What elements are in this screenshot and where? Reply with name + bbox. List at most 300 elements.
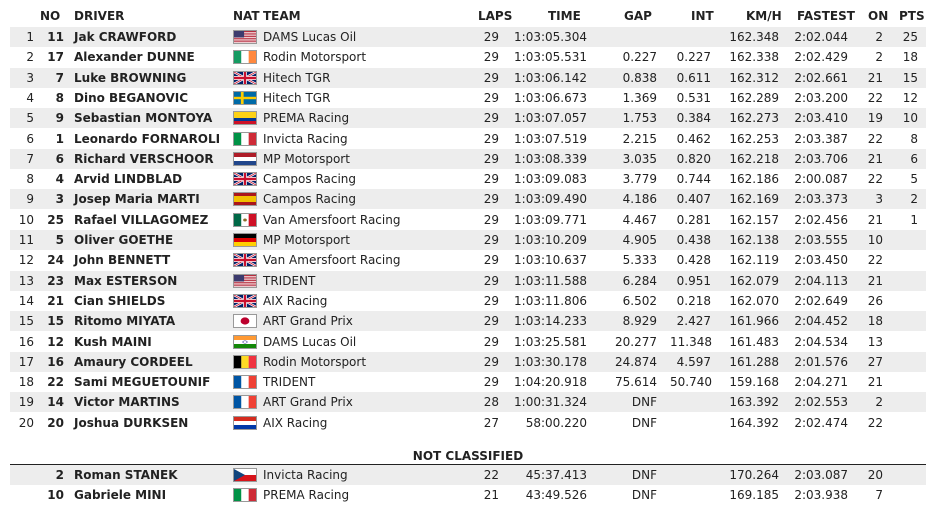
car-number: 6 <box>55 151 64 166</box>
fastest-lap: 2:02.553 <box>794 395 848 410</box>
fastest-lap: 2:03.087 <box>794 468 848 482</box>
fastest-on-lap: 21 <box>867 70 883 85</box>
speed-kmh: 162.312 <box>729 70 779 85</box>
laps: 29 <box>483 192 499 207</box>
position: 14 <box>18 293 34 308</box>
nationality-flag-icon <box>233 233 257 247</box>
interval: 0.951 <box>676 273 711 288</box>
car-number: 8 <box>55 90 64 105</box>
driver-name: Amaury CORDEEL <box>74 354 193 369</box>
fastest-on-lap: 21 <box>867 151 883 166</box>
points <box>895 372 918 392</box>
position: 6 <box>26 131 34 146</box>
points <box>895 485 918 505</box>
fastest-on-lap: 21 <box>867 375 883 390</box>
interval: 0.428 <box>676 253 711 268</box>
fastest-on-lap: 2 <box>875 30 883 44</box>
fastest-on-lap: 21 <box>867 273 883 288</box>
driver-name: Max ESTERSON <box>74 273 178 288</box>
fastest-lap: 2:03.373 <box>794 192 848 207</box>
fastest-lap: 2:03.450 <box>794 253 848 268</box>
gap: 75.614 <box>615 375 657 390</box>
nationality-flag-icon <box>233 152 257 166</box>
car-number: 21 <box>47 293 64 308</box>
interval: 0.611 <box>676 70 711 85</box>
nationality-flag-icon <box>233 335 257 349</box>
nationality-flag-icon <box>233 30 257 44</box>
driver-name: Victor MARTINS <box>74 395 180 410</box>
speed-kmh: 162.218 <box>729 151 779 166</box>
speed-kmh: 162.119 <box>729 253 779 268</box>
fastest-on-lap: 22 <box>867 415 883 430</box>
gap: 1.369 <box>622 90 657 105</box>
team-name: AIX Racing <box>263 415 328 430</box>
header-team: TEAM <box>263 9 301 23</box>
gap: DNF <box>631 468 657 482</box>
nationality-flag-icon <box>233 355 257 369</box>
car-number: 25 <box>47 212 64 227</box>
team-name: TRIDENT <box>263 375 316 390</box>
speed-kmh: 159.168 <box>729 375 779 390</box>
points <box>895 413 918 433</box>
nationality-flag-icon <box>233 375 257 389</box>
nationality-flag-icon <box>233 172 257 186</box>
interval: 0.384 <box>676 111 711 126</box>
speed-kmh: 164.392 <box>729 415 779 430</box>
car-number: 7 <box>55 70 64 85</box>
team-name: Hitech TGR <box>263 70 331 85</box>
driver-name: Sami MEGUETOUNIF <box>74 375 211 390</box>
fastest-lap: 2:03.555 <box>794 233 848 247</box>
fastest-on-lap: 18 <box>867 314 883 329</box>
header-fastest: FASTEST <box>797 9 855 23</box>
laps: 29 <box>483 293 499 308</box>
driver-name: Alexander DUNNE <box>74 50 195 65</box>
header-laps: LAPS <box>478 9 513 23</box>
header-on: ON <box>868 9 889 23</box>
gap: DNF <box>631 488 657 503</box>
car-number: 14 <box>47 395 64 410</box>
speed-kmh: 162.070 <box>729 293 779 308</box>
fastest-lap: 2:04.452 <box>794 314 848 329</box>
interval: 0.820 <box>676 151 711 166</box>
laps: 29 <box>483 354 499 369</box>
speed-kmh: 162.338 <box>729 50 779 65</box>
fastest-on-lap: 22 <box>867 90 883 105</box>
position: 4 <box>26 90 34 105</box>
fastest-on-lap: 26 <box>867 293 883 308</box>
laps: 29 <box>483 50 499 65</box>
interval: 4.597 <box>676 354 711 369</box>
driver-name: Kush MAINI <box>74 334 152 349</box>
position: 7 <box>26 151 34 166</box>
table-row <box>10 465 926 485</box>
car-number: 23 <box>47 273 64 288</box>
interval <box>670 485 711 505</box>
race-time: 1:03:10.209 <box>514 233 587 247</box>
position: 8 <box>26 172 34 187</box>
speed-kmh: 169.185 <box>729 488 779 503</box>
table-row <box>10 413 926 433</box>
header-no: NO <box>40 9 61 23</box>
fastest-lap: 2:04.113 <box>794 273 848 288</box>
position: 10 <box>18 212 34 227</box>
fastest-on-lap: 10 <box>867 233 883 247</box>
car-number: 22 <box>47 375 64 390</box>
race-time: 1:03:30.178 <box>514 354 587 369</box>
gap: 8.929 <box>622 314 657 329</box>
gap: 20.277 <box>615 334 657 349</box>
laps: 29 <box>483 70 499 85</box>
laps: 29 <box>483 314 499 329</box>
gap <box>600 27 657 47</box>
interval: 0.218 <box>676 293 711 308</box>
race-time: 43:49.526 <box>525 488 587 503</box>
points: 1 <box>910 212 918 227</box>
speed-kmh: 162.273 <box>729 111 779 126</box>
gap: 3.035 <box>622 151 657 166</box>
speed-kmh: 162.169 <box>729 192 779 207</box>
speed-kmh: 162.289 <box>729 90 779 105</box>
car-number: 15 <box>47 314 64 329</box>
nationality-flag-icon <box>233 213 257 227</box>
driver-name: Joshua DURKSEN <box>74 415 189 430</box>
fastest-on-lap: 20 <box>867 468 883 482</box>
fastest-on-lap: 2 <box>875 50 883 65</box>
laps: 29 <box>483 212 499 227</box>
table-row <box>10 27 926 47</box>
nationality-flag-icon <box>233 192 257 206</box>
gap: 6.284 <box>622 273 657 288</box>
race-time: 1:03:09.490 <box>514 192 587 207</box>
interval: 0.744 <box>676 172 711 187</box>
race-time: 1:03:05.304 <box>514 30 587 44</box>
points: 6 <box>910 151 918 166</box>
fastest-lap: 2:03.938 <box>794 488 848 503</box>
gap: 4.186 <box>622 192 657 207</box>
table-row <box>10 271 926 291</box>
points <box>895 311 918 331</box>
nationality-flag-icon <box>233 468 257 482</box>
laps: 29 <box>483 273 499 288</box>
position: 16 <box>18 334 34 349</box>
team-name: MP Motorsport <box>263 233 350 247</box>
interval <box>670 27 711 47</box>
laps: 29 <box>483 111 499 126</box>
position: 19 <box>18 395 34 410</box>
race-time: 1:03:10.637 <box>514 253 587 268</box>
speed-kmh: 162.186 <box>729 172 779 187</box>
speed-kmh: 170.264 <box>729 468 779 482</box>
driver-name: Roman STANEK <box>74 468 178 482</box>
fastest-lap: 2:02.649 <box>794 293 848 308</box>
points: 10 <box>902 111 918 126</box>
laps: 29 <box>483 90 499 105</box>
race-time: 1:03:09.083 <box>514 172 587 187</box>
nationality-flag-icon <box>233 274 257 288</box>
fastest-lap: 2:02.661 <box>794 70 848 85</box>
nationality-flag-icon <box>233 253 257 267</box>
position: 20 <box>18 415 34 430</box>
gap: 0.838 <box>622 70 657 85</box>
driver-name: Arvid LINDBLAD <box>74 172 183 187</box>
laps: 29 <box>483 30 499 44</box>
gap: 6.502 <box>622 293 657 308</box>
points: 8 <box>910 131 918 146</box>
header-driver: DRIVER <box>74 9 125 23</box>
points: 15 <box>902 70 918 85</box>
team-name: TRIDENT <box>263 273 316 288</box>
car-number: 17 <box>47 50 64 65</box>
points <box>895 271 918 291</box>
fastest-on-lap: 3 <box>875 192 883 207</box>
gap: 5.333 <box>622 253 657 268</box>
team-name: Rodin Motorsport <box>263 354 367 369</box>
points: 5 <box>910 172 918 187</box>
points <box>895 250 918 270</box>
fastest-on-lap: 27 <box>867 354 883 369</box>
position: 12 <box>18 253 34 268</box>
speed-kmh: 162.348 <box>729 30 779 44</box>
position: 17 <box>18 354 34 369</box>
laps: 29 <box>483 151 499 166</box>
points: 18 <box>902 50 918 65</box>
gap: 2.215 <box>622 131 657 146</box>
nationality-flag-icon <box>233 314 257 328</box>
team-name: AIX Racing <box>263 293 328 308</box>
driver-name: Dino BEGANOVIC <box>74 90 188 105</box>
header-int: INT <box>691 9 714 23</box>
race-time: 1:03:07.057 <box>514 111 587 126</box>
laps: 29 <box>483 334 499 349</box>
interval <box>670 413 711 433</box>
race-time: 1:03:05.531 <box>514 50 587 65</box>
car-number: 9 <box>55 111 64 126</box>
nationality-flag-icon <box>233 111 257 125</box>
car-number: 1 <box>55 131 64 146</box>
position: 9 <box>26 192 34 207</box>
team-name: Campos Racing <box>263 172 357 187</box>
points: 2 <box>910 192 918 207</box>
team-name: Campos Racing <box>263 192 357 207</box>
car-number: 5 <box>55 233 64 247</box>
gap: DNF <box>631 395 657 410</box>
fastest-lap: 2:04.534 <box>794 334 848 349</box>
position: 3 <box>26 70 34 85</box>
header-time: TIME <box>548 9 581 23</box>
nationality-flag-icon <box>233 50 257 64</box>
table-row <box>10 250 926 270</box>
table-row <box>10 352 926 372</box>
car-number: 16 <box>47 354 64 369</box>
team-name: DAMS Lucas Oil <box>263 30 357 44</box>
race-time: 45:37.413 <box>525 468 587 482</box>
position: 2 <box>26 50 34 65</box>
team-name: MP Motorsport <box>263 151 350 166</box>
fastest-lap: 2:03.410 <box>794 111 848 126</box>
driver-name: Gabriele MINI <box>74 488 167 503</box>
position: 11 <box>18 233 34 247</box>
fastest-on-lap: 13 <box>867 334 883 349</box>
driver-name: Jak CRAWFORD <box>74 30 177 44</box>
points <box>895 392 918 412</box>
gap: 1.753 <box>622 111 657 126</box>
driver-name: Leonardo FORNAROLI <box>74 131 221 146</box>
team-name: DAMS Lucas Oil <box>263 334 357 349</box>
car-number: 4 <box>55 172 64 187</box>
driver-name: Josep Maria MARTI <box>74 192 200 207</box>
laps: 29 <box>483 172 499 187</box>
team-name: Hitech TGR <box>263 90 331 105</box>
driver-name: Oliver GOETHE <box>74 233 174 247</box>
fastest-lap: 2:02.429 <box>794 50 848 65</box>
results-header <box>10 6 926 26</box>
header-kmh: KM/H <box>746 9 782 23</box>
car-number: 12 <box>47 334 64 349</box>
speed-kmh: 161.483 <box>729 334 779 349</box>
nationality-flag-icon <box>233 416 257 430</box>
table-row <box>10 129 926 149</box>
gap: 3.779 <box>622 172 657 187</box>
interval: 2.427 <box>676 314 711 329</box>
fastest-on-lap: 2 <box>875 395 883 410</box>
laps: 21 <box>483 488 499 503</box>
team-name: Van Amersfoort Racing <box>263 253 401 268</box>
fastest-on-lap: 19 <box>867 111 883 126</box>
nationality-flag-icon <box>233 488 257 502</box>
header-nat: NAT <box>233 9 260 23</box>
points <box>895 230 918 250</box>
interval: 0.407 <box>676 192 711 207</box>
race-time: 1:03:06.673 <box>514 90 587 105</box>
fastest-lap: 2:02.456 <box>794 212 848 227</box>
table-row <box>10 291 926 311</box>
driver-name: Cian SHIELDS <box>74 293 166 308</box>
fastest-lap: 2:03.387 <box>794 131 848 146</box>
interval: 0.531 <box>676 90 711 105</box>
gap: DNF <box>631 415 657 430</box>
table-row <box>10 230 926 250</box>
nationality-flag-icon <box>233 91 257 105</box>
table-row <box>10 311 926 331</box>
team-name: Invicta Racing <box>263 468 348 482</box>
laps: 29 <box>483 233 499 247</box>
fastest-lap: 2:04.271 <box>794 375 848 390</box>
race-time: 1:03:11.806 <box>514 293 587 308</box>
interval <box>670 392 711 412</box>
position <box>10 485 34 505</box>
race-time: 58:00.220 <box>525 415 587 430</box>
nationality-flag-icon <box>233 294 257 308</box>
car-number: 24 <box>47 253 64 268</box>
fastest-on-lap: 22 <box>867 253 883 268</box>
points <box>895 291 918 311</box>
speed-kmh: 162.157 <box>729 212 779 227</box>
team-name: Rodin Motorsport <box>263 50 367 65</box>
car-number: 11 <box>47 30 64 44</box>
car-number: 10 <box>47 488 64 503</box>
laps: 29 <box>483 131 499 146</box>
position: 15 <box>18 314 34 329</box>
laps: 29 <box>483 375 499 390</box>
race-time: 1:03:25.581 <box>514 334 587 349</box>
team-name: PREMA Racing <box>263 488 350 503</box>
table-row <box>10 332 926 352</box>
interval: 0.438 <box>676 233 711 247</box>
fastest-on-lap: 22 <box>867 131 883 146</box>
interval: 0.281 <box>676 212 711 227</box>
speed-kmh: 163.392 <box>729 395 779 410</box>
nationality-flag-icon <box>233 71 257 85</box>
fastest-on-lap: 22 <box>867 172 883 187</box>
points <box>895 465 918 485</box>
gap: 4.905 <box>622 233 657 247</box>
driver-name: John BENNETT <box>74 253 171 268</box>
position: 18 <box>18 375 34 390</box>
team-name: PREMA Racing <box>263 111 350 126</box>
fastest-lap: 2:01.576 <box>794 354 848 369</box>
fastest-lap: 2:03.200 <box>794 90 848 105</box>
position <box>10 465 34 485</box>
interval: 0.462 <box>676 131 711 146</box>
table-row <box>10 169 926 189</box>
points: 12 <box>902 90 918 105</box>
laps: 29 <box>483 253 499 268</box>
driver-name: Richard VERSCHOOR <box>74 151 214 166</box>
table-row <box>10 392 926 412</box>
driver-name: Ritomo MIYATA <box>74 314 176 329</box>
table-row <box>10 108 926 128</box>
nationality-flag-icon <box>233 132 257 146</box>
nationality-flag-icon <box>233 395 257 409</box>
header-pts: PTS <box>899 9 925 23</box>
gap: 24.874 <box>615 354 657 369</box>
team-name: ART Grand Prix <box>263 314 353 329</box>
car-number: 20 <box>47 415 64 430</box>
team-name: Van Amersfoort Racing <box>263 212 401 227</box>
table-row <box>10 210 926 230</box>
fastest-lap: 2:03.706 <box>794 151 848 166</box>
interval <box>670 465 711 485</box>
header-gap: GAP <box>624 9 652 23</box>
not-classified-title: NOT CLASSIFIED <box>412 449 524 463</box>
table-row <box>10 149 926 169</box>
points: 25 <box>902 30 918 44</box>
position: 13 <box>18 273 34 288</box>
interval: 50.740 <box>670 375 712 390</box>
table-row <box>10 68 926 88</box>
fastest-lap: 2:02.474 <box>794 415 848 430</box>
speed-kmh: 161.288 <box>729 354 779 369</box>
position: 1 <box>26 30 34 44</box>
race-time: 1:03:07.519 <box>514 131 587 146</box>
race-time: 1:03:06.142 <box>514 70 587 85</box>
laps: 27 <box>483 415 499 430</box>
driver-name: Luke BROWNING <box>74 70 187 85</box>
gap: 0.227 <box>622 50 657 65</box>
race-time: 1:03:11.588 <box>514 273 587 288</box>
gap: 4.467 <box>622 212 657 227</box>
points <box>895 352 918 372</box>
car-number: 3 <box>55 192 64 207</box>
interval: 0.227 <box>676 50 711 65</box>
driver-name: Rafael VILLAGOMEZ <box>74 212 209 227</box>
laps: 28 <box>483 395 499 410</box>
race-time: 1:03:08.339 <box>514 151 587 166</box>
fastest-on-lap: 21 <box>867 212 883 227</box>
team-name: ART Grand Prix <box>263 395 353 410</box>
fastest-lap: 2:02.044 <box>794 30 848 44</box>
